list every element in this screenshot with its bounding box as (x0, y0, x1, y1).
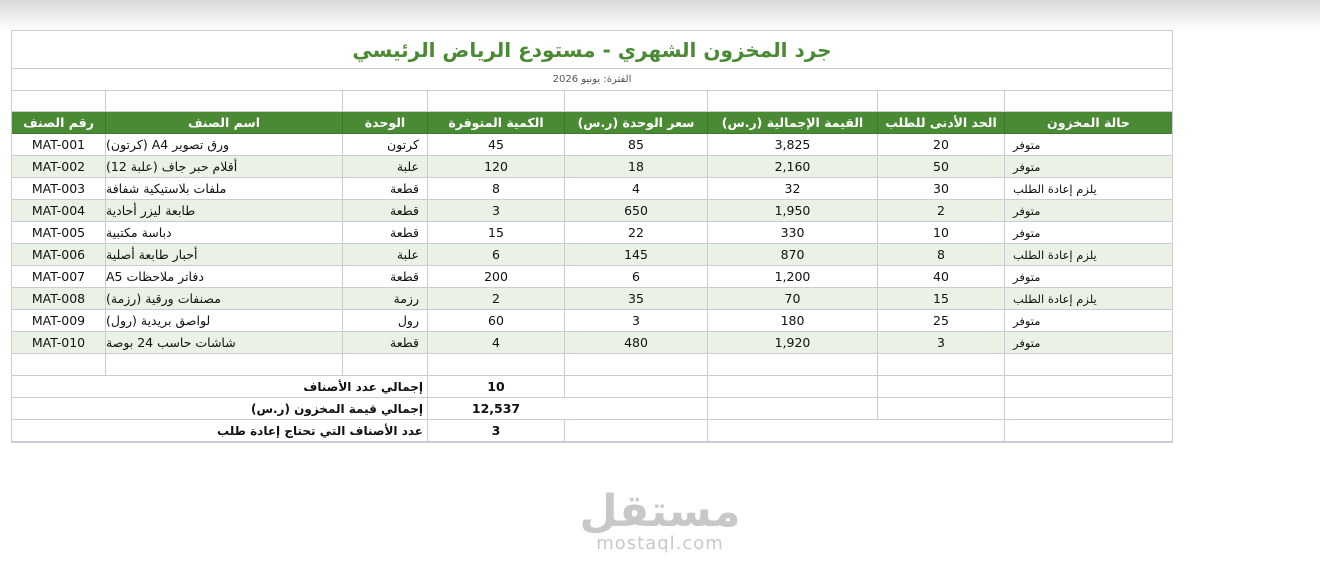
item-status[interactable] (1004, 178, 1172, 200)
item-min[interactable] (877, 178, 1004, 200)
item-price-text: 85 (628, 137, 644, 152)
header-min[interactable]: الحد الأدنى للطلب (877, 112, 1004, 134)
item-price[interactable] (564, 222, 707, 244)
item-status[interactable] (1004, 156, 1172, 178)
item-qty-text: 3 (492, 203, 500, 218)
inventory-sheet (11, 30, 1173, 443)
item-name[interactable] (105, 288, 342, 310)
empty-cell[interactable] (1004, 91, 1172, 112)
item-total[interactable] (707, 266, 877, 288)
empty-cell[interactable] (564, 376, 707, 398)
item-name[interactable] (105, 134, 342, 156)
item-total-text: 330 (780, 225, 805, 240)
item-status-text: متوفر (1013, 203, 1041, 218)
inventory-table (12, 91, 1172, 134)
item-unit[interactable] (342, 244, 427, 266)
item-price-text: 4 (632, 181, 640, 196)
item-qty[interactable] (427, 310, 564, 332)
item-code[interactable] (12, 288, 105, 310)
summary-label[interactable]: عدد الأصناف التي تحتاج إعادة طلب (12, 420, 427, 442)
item-min[interactable] (877, 332, 1004, 354)
item-unit[interactable] (342, 222, 427, 244)
item-status-text: متوفر (1013, 335, 1041, 350)
item-name[interactable] (105, 178, 342, 200)
empty-cell[interactable] (1004, 420, 1172, 442)
empty-cell[interactable] (12, 354, 105, 376)
item-min[interactable] (877, 200, 1004, 222)
item-qty[interactable] (427, 266, 564, 288)
watermark (560, 486, 760, 554)
empty-cell[interactable] (564, 398, 707, 420)
item-unit-text: قطعة (390, 203, 419, 218)
item-code[interactable] (12, 134, 105, 156)
item-name[interactable] (105, 310, 342, 332)
item-total-text: 1,950 (774, 203, 811, 218)
item-price-text: 145 (624, 247, 648, 262)
header-total[interactable]: القيمة الإجمالية (ر.س) (707, 112, 877, 134)
item-name-text: طابعة ليزر أحادية (106, 203, 196, 218)
item-name-text: لواصق بريدية (رول) (106, 313, 211, 328)
item-name[interactable] (105, 200, 342, 222)
item-min[interactable] (877, 222, 1004, 244)
empty-cell[interactable] (877, 420, 1004, 442)
item-min-text: 20 (933, 137, 949, 152)
item-price[interactable] (564, 310, 707, 332)
item-code[interactable] (12, 222, 105, 244)
item-min[interactable] (877, 156, 1004, 178)
empty-cell[interactable] (564, 91, 707, 112)
item-code-text: MAT-009 (31, 313, 86, 328)
item-price[interactable] (564, 244, 707, 266)
item-price[interactable] (564, 288, 707, 310)
item-status[interactable] (1004, 244, 1172, 266)
item-price[interactable] (564, 156, 707, 178)
header-code[interactable]: رقم الصنف (12, 112, 105, 134)
header-name[interactable]: اسم الصنف (105, 112, 342, 134)
item-min[interactable] (877, 134, 1004, 156)
item-code-text: MAT-002 (31, 159, 86, 174)
empty-cell[interactable] (1004, 398, 1172, 420)
item-qty-text: 8 (492, 181, 500, 196)
empty-cell[interactable] (877, 354, 1004, 376)
item-unit[interactable] (342, 332, 427, 354)
summary-value[interactable]: 12,537 (427, 398, 564, 420)
item-status-text: متوفر (1013, 159, 1041, 174)
item-price-text: 22 (628, 225, 644, 240)
empty-cell[interactable] (1004, 354, 1172, 376)
item-status[interactable] (1004, 134, 1172, 156)
item-total-text: 70 (784, 291, 801, 306)
item-min-text: 30 (933, 181, 949, 196)
item-code-text: MAT-003 (31, 181, 86, 196)
item-total[interactable] (707, 288, 877, 310)
summary-label[interactable]: إجمالي قيمة المخزون (ر.س) (12, 398, 427, 420)
item-qty-text: 60 (488, 313, 504, 328)
item-unit-text: رول (397, 313, 419, 328)
item-qty-text: 2 (492, 291, 500, 306)
item-total-text: 1,200 (774, 269, 811, 284)
empty-cell[interactable] (707, 398, 877, 420)
header-qty[interactable]: الكمية المتوفرة (427, 112, 564, 134)
item-name-text: دفاتر ملاحظات A5 (106, 269, 204, 284)
item-status-text: متوفر (1013, 269, 1041, 284)
item-code-text: MAT-006 (31, 247, 86, 262)
item-unit[interactable] (342, 266, 427, 288)
item-unit-text: قطعة (390, 225, 419, 240)
item-total-text: 32 (784, 181, 801, 196)
item-name-text: مصنفات ورقية (رزمة) (106, 291, 221, 306)
item-unit[interactable] (342, 178, 427, 200)
empty-cell[interactable] (1004, 376, 1172, 398)
item-qty[interactable] (427, 222, 564, 244)
item-unit[interactable] (342, 200, 427, 222)
header-status[interactable]: حالة المخزون (1004, 112, 1172, 134)
item-total[interactable] (707, 200, 877, 222)
item-code-text: MAT-007 (31, 269, 86, 284)
item-code[interactable] (12, 332, 105, 354)
item-unit-text: قطعة (390, 335, 419, 350)
item-unit-text: علبة (396, 247, 419, 262)
summary-value[interactable]: 3 (427, 420, 564, 442)
item-status-text: متوفر (1013, 313, 1041, 328)
item-min-text: 15 (933, 291, 949, 306)
item-min-text: 25 (933, 313, 949, 328)
item-qty-text: 200 (484, 269, 508, 284)
item-status[interactable] (1004, 310, 1172, 332)
item-status-text: يلزم إعادة الطلب (1013, 291, 1097, 306)
summary-label[interactable]: إجمالي عدد الأصناف (12, 376, 427, 398)
item-name[interactable] (105, 156, 342, 178)
item-total[interactable] (707, 134, 877, 156)
header-price[interactable]: سعر الوحدة (ر.س) (564, 112, 707, 134)
item-unit[interactable] (342, 288, 427, 310)
item-code-text: MAT-008 (31, 291, 86, 306)
item-price-text: 6 (632, 269, 640, 284)
item-min-text: 8 (937, 247, 945, 262)
item-name[interactable] (105, 244, 342, 266)
empty-cell[interactable] (877, 376, 1004, 398)
empty-cell[interactable] (564, 354, 707, 376)
empty-cell[interactable] (105, 91, 342, 112)
item-total[interactable] (707, 332, 877, 354)
header-unit[interactable]: الوحدة (342, 112, 427, 134)
item-min-text: 10 (933, 225, 949, 240)
item-qty[interactable] (427, 200, 564, 222)
item-unit-text: قطعة (390, 269, 419, 284)
item-total-text: 870 (780, 247, 805, 262)
item-min-text: 3 (937, 335, 945, 350)
item-code-text: MAT-004 (31, 203, 86, 218)
item-qty-text: 4 (492, 335, 500, 350)
period-label: الفترة: يونيو 2026 (12, 69, 1172, 91)
item-total[interactable] (707, 310, 877, 332)
item-status[interactable] (1004, 222, 1172, 244)
item-code[interactable] (12, 200, 105, 222)
empty-cell[interactable] (707, 354, 877, 376)
item-code[interactable] (12, 156, 105, 178)
item-unit[interactable] (342, 310, 427, 332)
item-qty-text: 120 (484, 159, 508, 174)
item-unit-text: رزمة (393, 291, 419, 306)
watermark-latin: mostaql.com (596, 533, 724, 554)
item-price[interactable] (564, 134, 707, 156)
empty-cell[interactable] (427, 91, 564, 112)
item-name-text: دباسة مكتبية (106, 225, 172, 240)
item-status[interactable] (1004, 288, 1172, 310)
sheet-title: جرد المخزون الشهري - مستودع الرياض الرئيسي (12, 31, 1172, 69)
item-qty[interactable] (427, 332, 564, 354)
item-name-text: أحبار طابعة أصلية (106, 247, 198, 262)
item-price[interactable] (564, 178, 707, 200)
item-status-text: يلزم إعادة الطلب (1013, 247, 1097, 262)
item-unit[interactable] (342, 156, 427, 178)
item-unit-text: كرتون (387, 137, 419, 152)
item-unit-text: علبة (396, 159, 419, 174)
empty-cell[interactable] (342, 91, 427, 112)
item-price[interactable] (564, 200, 707, 222)
item-min-text: 40 (933, 269, 949, 284)
item-total-text: 2,160 (774, 159, 811, 174)
item-code[interactable] (12, 310, 105, 332)
empty-cell[interactable] (564, 420, 707, 442)
empty-cell[interactable] (707, 420, 877, 442)
item-name-text: شاشات حاسب 24 بوصة (106, 335, 236, 350)
item-code[interactable] (12, 266, 105, 288)
empty-cell[interactable] (707, 376, 877, 398)
item-min[interactable] (877, 288, 1004, 310)
item-qty-text: 15 (488, 225, 504, 240)
item-status[interactable] (1004, 200, 1172, 222)
item-unit[interactable] (342, 134, 427, 156)
item-name-text: ملفات بلاستيكية شفافة (106, 181, 227, 196)
item-qty[interactable] (427, 156, 564, 178)
watermark-arabic: مستقل (579, 486, 741, 537)
item-qty[interactable] (427, 178, 564, 200)
item-min[interactable] (877, 310, 1004, 332)
item-price[interactable] (564, 266, 707, 288)
item-price-text: 480 (624, 335, 648, 350)
item-code[interactable] (12, 178, 105, 200)
item-name[interactable] (105, 266, 342, 288)
empty-cell[interactable] (105, 354, 342, 376)
top-shadow (0, 0, 1320, 30)
item-total[interactable] (707, 244, 877, 266)
item-code[interactable] (12, 244, 105, 266)
empty-cell[interactable] (707, 91, 877, 112)
empty-cell[interactable] (877, 398, 1004, 420)
item-name-text: أقلام حبر جاف (علبة 12) (106, 159, 238, 174)
item-status-text: متوفر (1013, 225, 1041, 240)
item-status[interactable] (1004, 332, 1172, 354)
item-price-text: 3 (632, 313, 640, 328)
item-total-text: 180 (780, 313, 805, 328)
empty-cell[interactable] (12, 91, 105, 112)
item-qty-text: 6 (492, 247, 500, 262)
item-price-text: 650 (624, 203, 648, 218)
item-qty[interactable] (427, 288, 564, 310)
item-min-text: 2 (937, 203, 945, 218)
item-min[interactable] (877, 244, 1004, 266)
item-code-text: MAT-010 (31, 335, 86, 350)
item-name-text: ورق تصوير A4 (كرتون) (106, 137, 230, 152)
item-unit-text: قطعة (390, 181, 419, 196)
item-name[interactable] (105, 332, 342, 354)
inventory-rows (12, 134, 1172, 354)
item-min-text: 50 (933, 159, 949, 174)
item-status[interactable] (1004, 266, 1172, 288)
item-total[interactable] (707, 178, 877, 200)
item-price[interactable] (564, 332, 707, 354)
summary-value[interactable]: 10 (427, 376, 564, 398)
item-qty[interactable] (427, 134, 564, 156)
empty-cell[interactable] (877, 91, 1004, 112)
item-code-text: MAT-001 (31, 137, 86, 152)
empty-cell[interactable] (427, 354, 564, 376)
item-qty[interactable] (427, 244, 564, 266)
item-code-text: MAT-005 (31, 225, 86, 240)
item-price-text: 35 (628, 291, 644, 306)
item-status-text: متوفر (1013, 137, 1041, 152)
item-status-text: يلزم إعادة الطلب (1013, 181, 1097, 196)
item-total[interactable] (707, 156, 877, 178)
spacer-row (12, 354, 1172, 376)
item-min[interactable] (877, 266, 1004, 288)
summary-section (12, 376, 1172, 442)
item-total-text: 3,825 (774, 137, 811, 152)
item-qty-text: 45 (488, 137, 504, 152)
item-price-text: 18 (628, 159, 644, 174)
empty-cell[interactable] (342, 354, 427, 376)
item-name[interactable] (105, 222, 342, 244)
item-total-text: 1,920 (774, 335, 811, 350)
item-total[interactable] (707, 222, 877, 244)
